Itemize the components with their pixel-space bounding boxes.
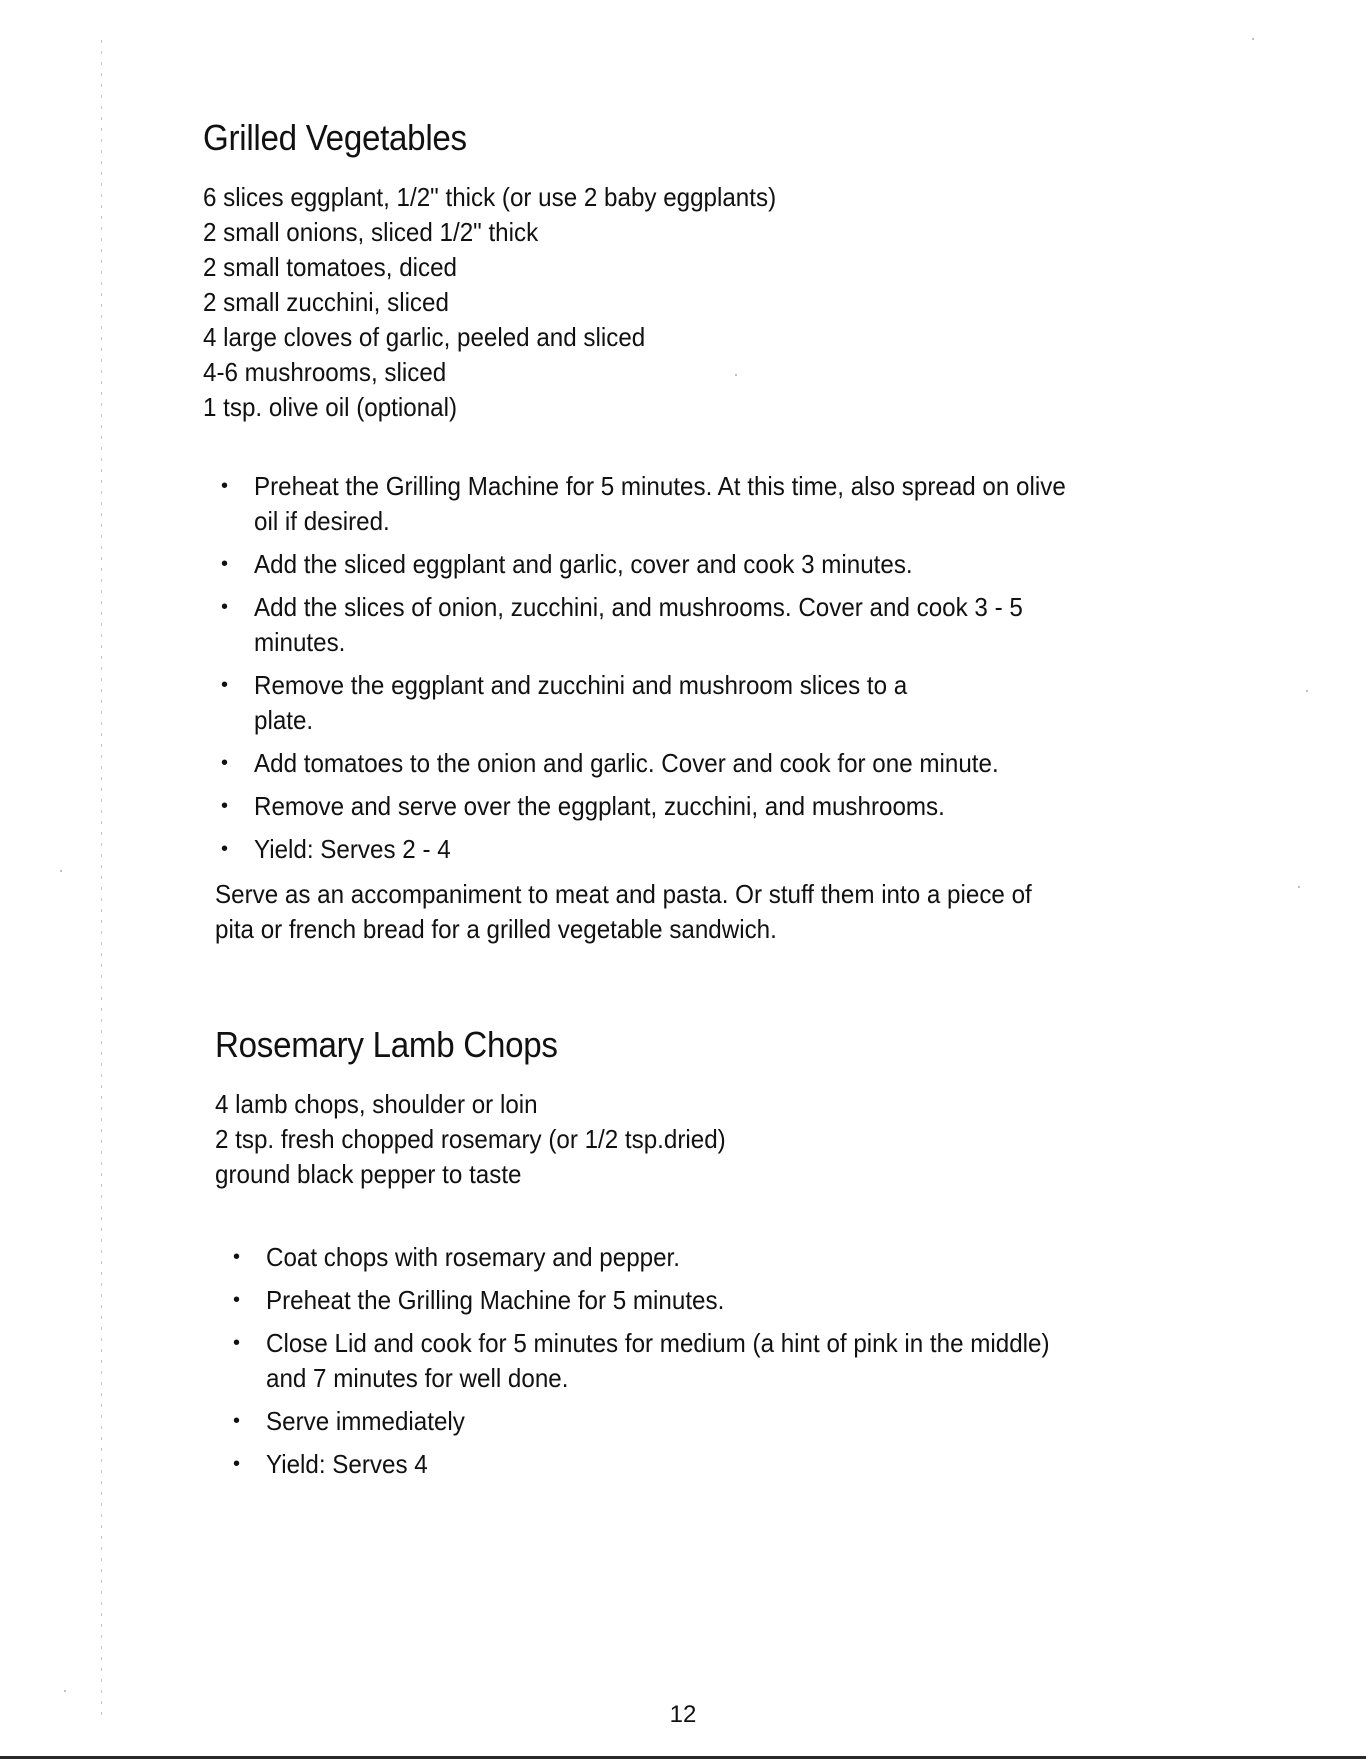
ingredient-item: 4 lamb chops, shoulder or loin [215,1089,538,1119]
instruction-step [203,746,1154,781]
page-number: 12 [669,1701,697,1728]
instruction-step [203,668,1154,738]
instruction-step [215,1283,1166,1318]
bullet-icon: • [233,1453,241,1475]
instruction-step [203,469,1154,539]
bullet-icon: • [221,596,229,618]
instruction-step [203,547,1154,582]
scan-speck [64,1690,66,1692]
recipe-grilled-vegetables [203,116,1203,947]
step-text: Remove the eggplant and zucchini and mushroom slices to a plate. [254,670,908,735]
ingredient-item: 1 tsp. olive oil (optional) [203,392,458,422]
bullet-icon: • [221,795,229,817]
bullet-icon: • [233,1289,241,1311]
ingredient-item: ground black pepper to taste [215,1159,522,1189]
serving-note: Serve as an accompaniment to meat and pasta. Or stuff them into a piece of pita or french bread for a grilled vegetable sandwich. [215,879,1032,944]
instruction-step [215,1447,1166,1482]
step-text: Preheat the Grilling Machine for 5 minutes. [266,1285,725,1315]
ingredient-list [215,1087,1215,1192]
scan-speck [60,870,62,872]
instruction-step [215,1404,1166,1439]
ingredient-list [203,180,1203,425]
instruction-list [203,469,1203,867]
instruction-step [215,1326,1166,1396]
step-text: Yield: Serves 2 - 4 [254,834,451,864]
step-text: Yield: Serves 4 [266,1449,428,1479]
bullet-icon: • [221,752,229,774]
scan-speck [1298,886,1300,888]
bullet-icon: • [233,1410,241,1432]
ingredient-item: 2 small onions, sliced 1/2" thick [203,217,539,247]
scan-speck [735,374,737,376]
scan-speck [1252,38,1254,40]
ingredient-item: 4-6 mushrooms, sliced [203,357,447,387]
instruction-list [215,1240,1215,1482]
step-text: Coat chops with rosemary and pepper. [266,1242,680,1272]
step-text: Serve immediately [266,1406,465,1436]
instruction-step [215,1240,1166,1275]
bullet-icon: • [233,1246,241,1268]
scan-speck [1306,690,1308,692]
bullet-icon: • [221,475,229,497]
step-text: Add the sliced eggplant and garlic, cover and cook 3 minutes. [254,549,913,579]
page-bottom-edge [0,1756,1366,1759]
instruction-step [203,832,1154,867]
step-text: Add tomatoes to the onion and garlic. Cover and cook for one minute. [254,748,999,778]
step-text: Close Lid and cook for 5 minutes for medium (a hint of pink in the middle) and 7 minutes for well done. [266,1328,1050,1393]
step-text: Remove and serve over the eggplant, zucchini, and mushrooms. [254,791,945,821]
bullet-icon: • [221,553,229,575]
scan-margin-line [101,40,102,1720]
ingredient-item: 2 tsp. fresh chopped rosemary (or 1/2 tsp.dried) [215,1124,726,1154]
bullet-icon: • [221,838,229,860]
bullet-icon: • [221,674,229,696]
recipe-title: Rosemary Lamb Chops [215,1024,558,1065]
recipe-title: Grilled Vegetables [203,117,467,158]
ingredient-item: 2 small tomatoes, diced [203,252,458,282]
recipe-rosemary-lamb-chops [215,1023,1215,1490]
bullet-icon: • [233,1332,241,1354]
ingredient-item: 2 small zucchini, sliced [203,287,449,317]
step-text: Add the slices of onion, zucchini, and mushrooms. Cover and cook 3 - 5 minutes. [254,592,1023,657]
ingredient-item: 6 slices eggplant, 1/2" thick (or use 2 baby eggplants) [203,182,777,212]
step-text: Preheat the Grilling Machine for 5 minutes. At this time, also spread on olive oil if desired. [254,471,1066,536]
instruction-step [203,590,1154,660]
ingredient-item: 4 large cloves of garlic, peeled and sliced [203,322,646,352]
instruction-step [203,789,1154,824]
